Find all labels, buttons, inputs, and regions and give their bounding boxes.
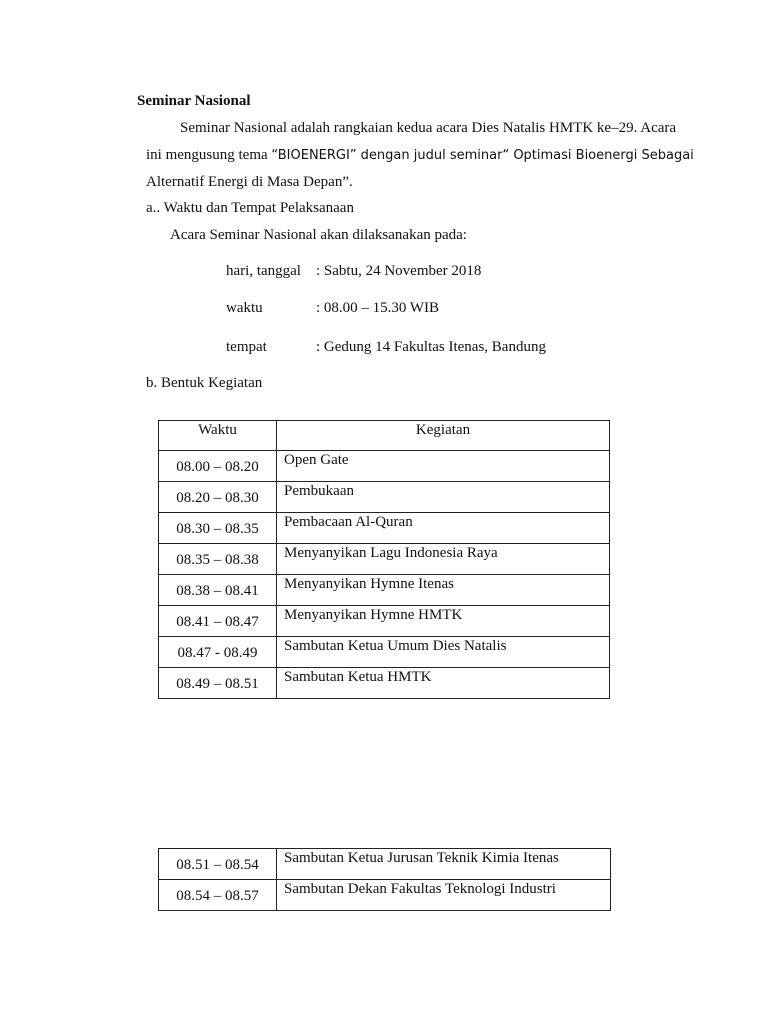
table-header-row <box>159 421 610 451</box>
table-row <box>159 544 610 575</box>
table-row <box>159 637 610 668</box>
intro-line-2 <box>146 147 694 164</box>
intro-line-2-b: “BIOENERGI” dengan judul seminar“ Optimasi Bioenergi Sebagai <box>271 148 694 163</box>
row-activity: Menyanyikan Lagu Indonesia Raya <box>277 544 610 575</box>
table-row <box>159 575 610 606</box>
row-time: 08.41 – 08.47 <box>159 606 277 637</box>
row-activity: Pembukaan <box>277 482 610 513</box>
row-activity: Sambutan Ketua Umum Dies Natalis <box>277 637 610 668</box>
header-activity: Kegiatan <box>277 421 610 451</box>
table-row <box>159 606 610 637</box>
header-time: Waktu <box>159 421 277 451</box>
table-row <box>159 880 611 911</box>
schedule-table <box>158 420 610 699</box>
table-row <box>159 849 611 880</box>
intro-line-2-a: ini mengusung tema <box>146 147 272 163</box>
row-activity: Sambutan Dekan Fakultas Teknologi Industri <box>277 880 611 911</box>
detail-label-date: hari, tanggal <box>226 263 301 279</box>
section-title: Seminar Nasional <box>137 93 251 109</box>
intro-line-1: Seminar Nasional adalah rangkaian kedua acara Dies Natalis HMTK ke–29. Acara <box>180 120 677 136</box>
row-time: 08.00 – 08.20 <box>159 451 277 482</box>
row-activity: Sambutan Ketua HMTK <box>277 668 610 699</box>
section-a-heading: a.. Waktu dan Tempat Pelaksanaan <box>146 200 354 216</box>
section-a-text: Acara Seminar Nasional akan dilaksanakan pada: <box>170 227 467 243</box>
row-time: 08.47 - 08.49 <box>159 637 277 668</box>
detail-value-date: : Sabtu, 24 November 2018 <box>316 263 482 279</box>
row-time: 08.38 – 08.41 <box>159 575 277 606</box>
row-time: 08.51 – 08.54 <box>159 849 277 880</box>
detail-label-time: waktu <box>226 300 263 316</box>
detail-value-time: : 08.00 – 15.30 WIB <box>316 300 440 316</box>
row-time: 08.49 – 08.51 <box>159 668 277 699</box>
row-activity: Menyanyikan Hymne HMTK <box>277 606 610 637</box>
row-time: 08.20 – 08.30 <box>159 482 277 513</box>
detail-value-place: : Gedung 14 Fakultas Itenas, Bandung <box>316 339 546 355</box>
table-row <box>159 451 610 482</box>
detail-label-place: tempat <box>226 339 267 355</box>
row-activity: Pembacaan Al-Quran <box>277 513 610 544</box>
row-activity: Sambutan Ketua Jurusan Teknik Kimia Itenas <box>277 849 611 880</box>
schedule-table-continued <box>158 848 611 911</box>
table-row <box>159 668 610 699</box>
section-b-heading: b. Bentuk Kegiatan <box>146 375 263 391</box>
row-time: 08.30 – 08.35 <box>159 513 277 544</box>
intro-line-3: Alternatif Energi di Masa Depan”. <box>146 174 353 190</box>
row-time: 08.54 – 08.57 <box>159 880 277 911</box>
table-row <box>159 513 610 544</box>
table-row <box>159 482 610 513</box>
row-activity: Open Gate <box>277 451 610 482</box>
row-time: 08.35 – 08.38 <box>159 544 277 575</box>
row-activity: Menyanyikan Hymne Itenas <box>277 575 610 606</box>
